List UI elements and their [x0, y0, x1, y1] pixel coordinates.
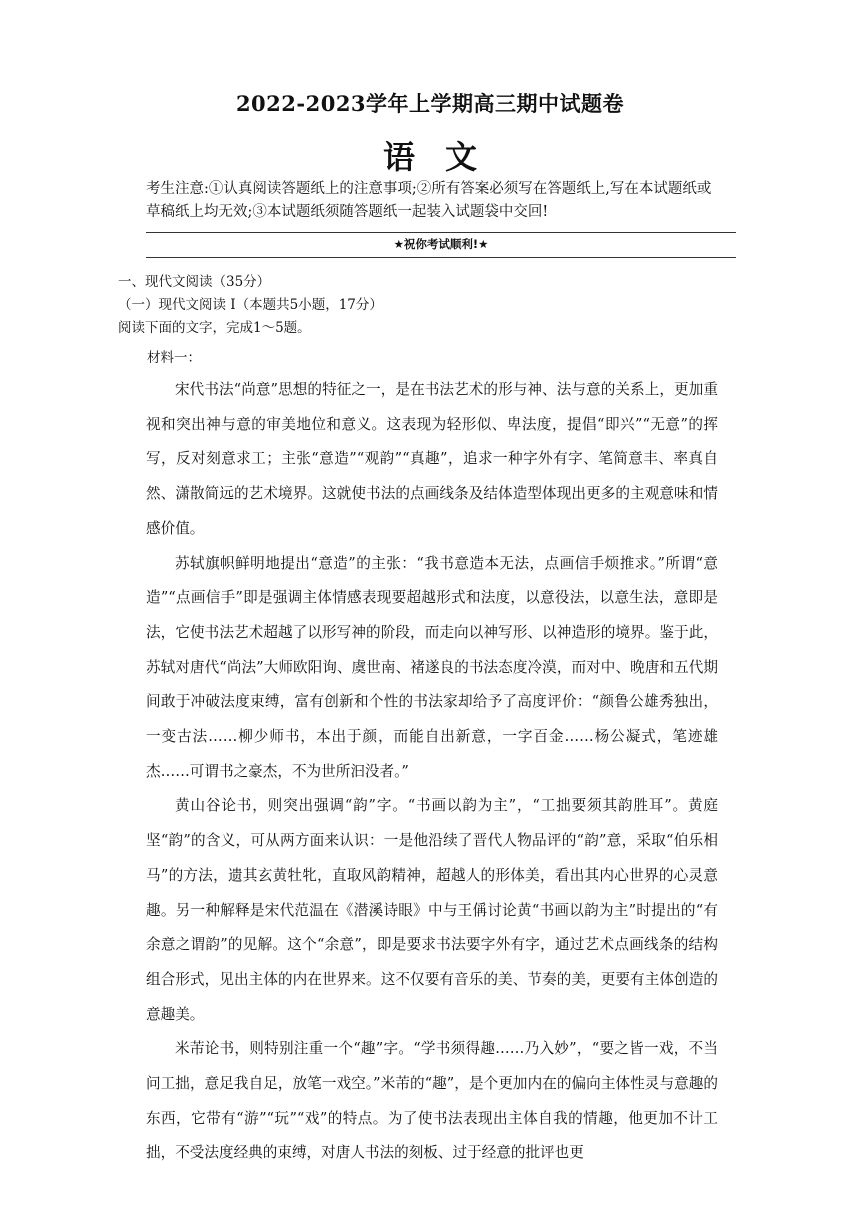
passage-paragraph: 宋代书法“尚意”思想的特征之一，是在书法艺术的形与神、法与意的关系上，更加重视和突出神与意的审美地位和意义。这表现为轻形似、卑法度，提倡“即兴”“无意”的挥写，反对刻意求工；主张“意造”“观韵”“真趣”，追求一种字外有字、笔简意丰、率真自然、潇散简远的艺术境界。这就使书法的点画线条及结体造型体现出更多的主观意味和情感价值。 [146, 381, 718, 537]
material-label: 材料一： [147, 350, 201, 366]
blessing-banner: ★祝你考试顺利!★ [393, 237, 489, 251]
passage-paragraph: 苏轼旗帜鲜明地提出“意造”的主张：“我书意造本无法，点画信手烦推求。”所谓“意造”“点画信手”即是强调主体情感表现要超越形式和法度，以意役法，以意生法，意即是法，它使书法艺术超越了以形写神的阶段，而走向以神写形、以神造形的境界。鉴于此，苏轼对唐代“尚法”大师欧阳询、虞世南、褚遂良的书法态度冷漠，而对中、晚唐和五代期间敢于冲破法度束缚，富有创新和个性的书法家却给予了高度评价：“颜鲁公雄秀独出，一变古法……柳少师书，本出于颜，而能自出新意，一字百金……杨公凝式，笔迹雄杰……可谓书之豪杰，不为世所汩没者。” [146, 554, 718, 780]
exam-title: 2022-2023学年上学期高三期中试题卷 [235, 91, 625, 116]
reading-passage [146, 373, 718, 1171]
subject-title: 语文 [382, 138, 507, 176]
exam-notice: 考生注意:①认真阅读答题纸上的注意事项;②所有答案必须写在答题纸上,写在本试题纸或草稿纸上均无效;③本试题纸须随答题纸一起装入试题袋中交回! [146, 181, 712, 220]
divider-bottom [146, 257, 736, 258]
section-instruction: 阅读下面的文字，完成1～5题。 [118, 320, 311, 336]
passage-paragraph: 黄山谷论书，则突出强调“韵”字。“书画以韵为主”，“工拙要须其韵胜耳”。黄庭坚“韵”的含义，可从两方面来认识：一是他沿续了晋代人物品评的“韵”意，采取“伯乐相马”的方法，遗其玄黄牡牝，直取风韵精神，超越人的形体美，看出其内心世界的心灵意趣。另一种解释是宋代范温在《潜溪诗眼》中与王偁讨论黄“书画以韵为主”时提出的“有余意之谓韵”的见解。这个“余意”，即是要求书法要字外有字，通过艺术点画线条的结构组合形式，见出主体的内在世界来。这不仅要有音乐的美、节奏的美，更要有主体创造的意趣美。 [146, 797, 718, 1023]
section-heading: 一、现代文阅读（35分） [118, 274, 271, 290]
divider-top [146, 232, 736, 233]
section-subheading: （一）现代文阅读 I（本题共5小题，17分） [118, 297, 383, 313]
passage-paragraph: 米芾论书，则特别注重一个“趣”字。“学书须得趣……乃入妙”，“要之皆一戏，不当问工拙，意足我自足，放笔一戏空。”米芾的“趣”，是个更加内在的偏向主体性灵与意趣的东西，它带有“游”“玩”“戏”的特点。为了使书法表现出主体自我的情趣，他更加不计工拙，不受法度经典的束缚，对唐人书法的刻板、过于经意的批评也更 [146, 1040, 718, 1162]
